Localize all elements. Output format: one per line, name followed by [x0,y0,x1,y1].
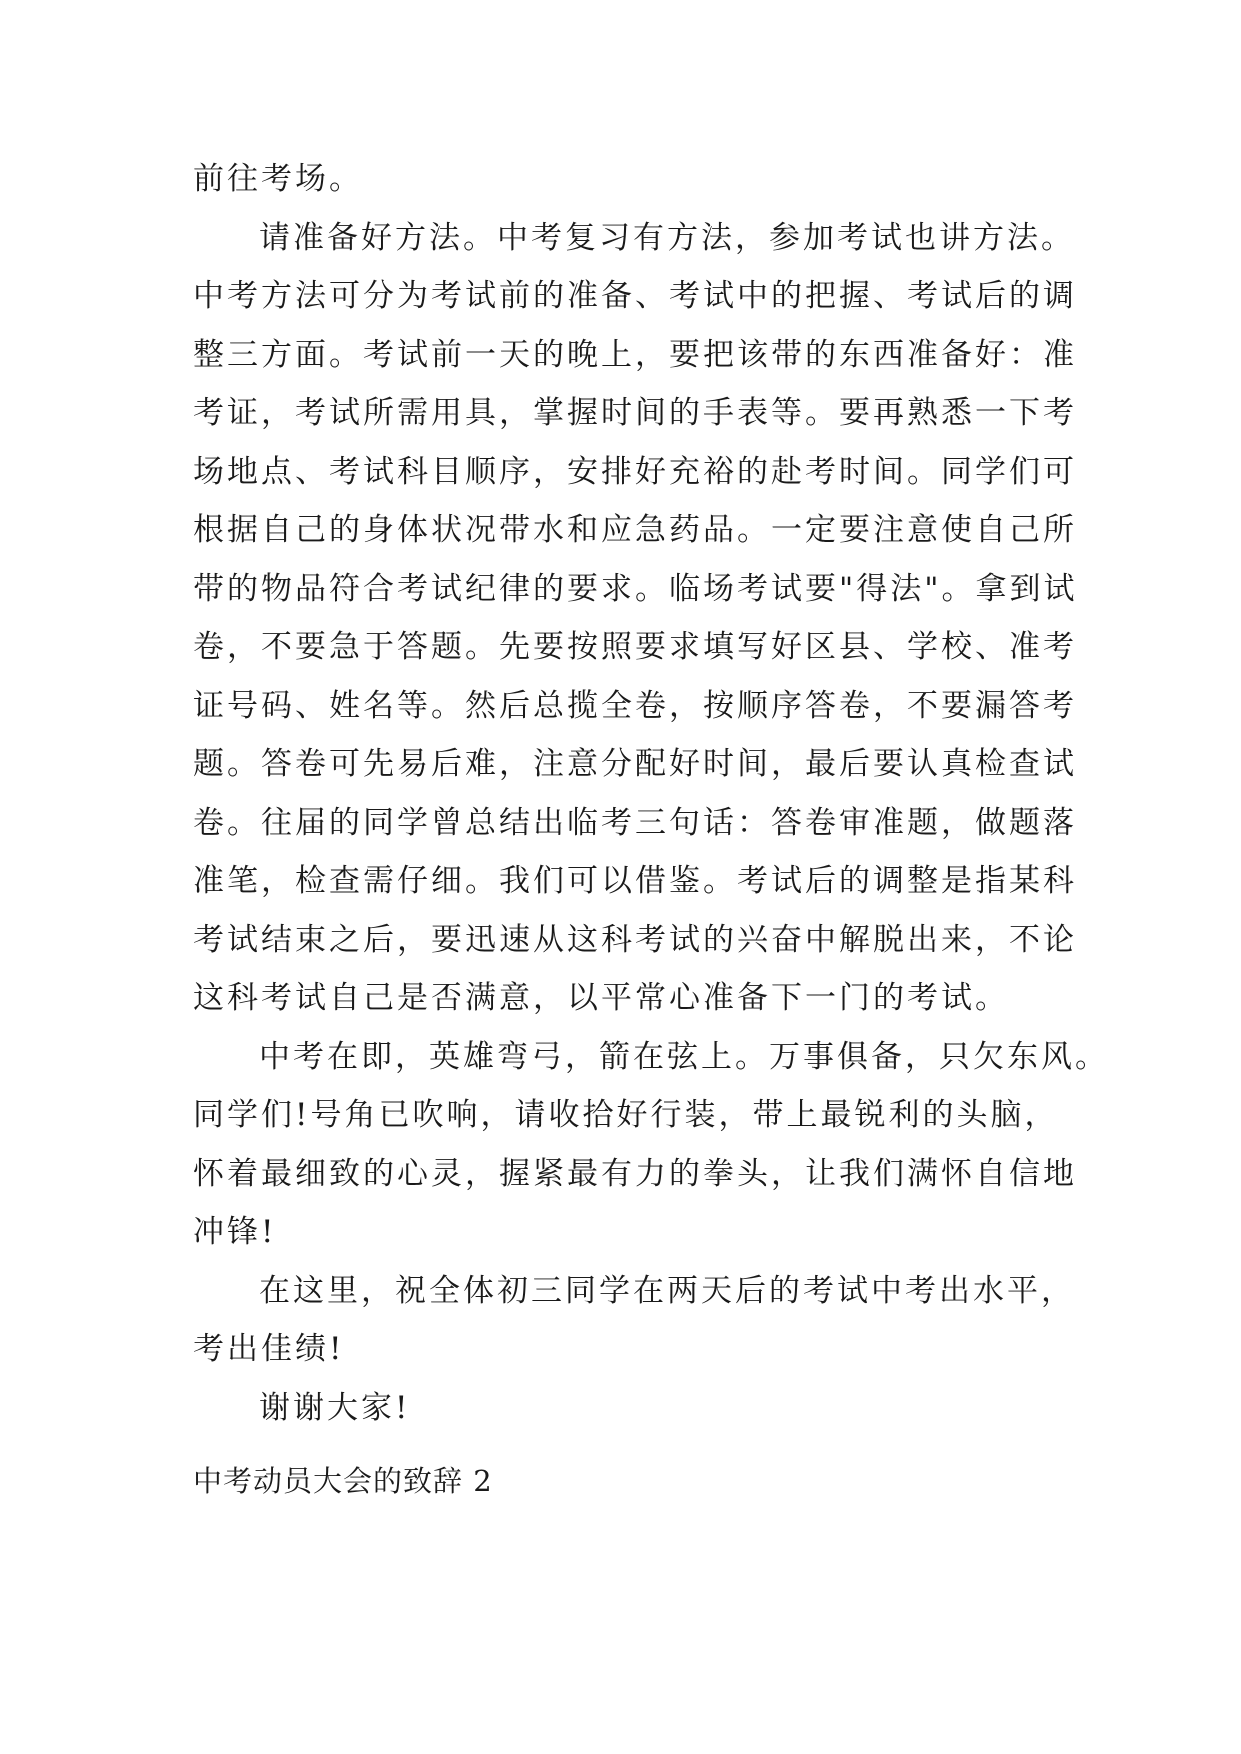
paragraph-start-line: 在这里，祝全体初三同学在两天后的考试中考出水平， [259,1272,1075,1309]
speech-body [193,150,1109,1437]
paragraph-start-line: 中考在即，英雄弯弓，箭在弦上。万事俱备，只欠东风。 [259,1038,1109,1075]
text-line: 前往考场。 [193,161,363,197]
text-line: 冲锋! [193,1214,277,1250]
paragraph-start-line: 请准备好方法。中考复习有方法，参加考试也讲方法。 [259,219,1075,256]
text-line: 考试结束之后，要迅速从这科考试的兴奋中解脱出来，不论 [193,921,1077,958]
text-line: 场地点、考试科目顺序，安排好充裕的赴考时间。同学们可 [193,453,1077,490]
text-line: 同学们!号角已吹响，请收拾好行装，带上最锐利的头脑， [193,1097,1059,1133]
text-line: 考出佳绩! [193,1331,345,1367]
text-line: 题。答卷可先易后难，注意分配好时间，最后要认真检查试 [193,746,1077,782]
text-line: 卷。往届的同学曾总结出临考三句话：答卷审准题，做题落 [193,804,1077,841]
text-line: 根据自己的身体状况带水和应急药品。一定要注意使自己所 [193,512,1077,548]
text-line: 卷，不要急于答题。先要按照要求填写好区县、学校、准考 [193,629,1077,665]
text-line: 证号码、姓名等。然后总揽全卷，按顺序答卷，不要漏答考 [193,687,1077,724]
closing-line: 谢谢大家! [259,1389,411,1426]
text-line: 中考方法可分为考试前的准备、考试中的把握、考试后的调 [193,278,1077,314]
text-line: 怀着最细致的心灵，握紧最有力的拳头，让我们满怀自信地 [193,1155,1077,1192]
text-line: 这科考试自己是否满意，以平常心准备下一门的考试。 [193,980,1009,1016]
text-line: 考证，考试所需用具，掌握时间的手表等。要再熟悉一下考 [193,395,1077,431]
section-heading: 中考动员大会的致辞 2 [193,1464,493,1498]
text-line: 带的物品符合考试纪律的要求。临场考试要"得法"。拿到试 [193,570,1078,607]
text-line: 准笔，检查需仔细。我们可以借鉴。考试后的调整是指某科 [193,863,1077,899]
text-line: 整三方面。考试前一天的晚上，要把该带的东西准备好：准 [193,336,1077,373]
